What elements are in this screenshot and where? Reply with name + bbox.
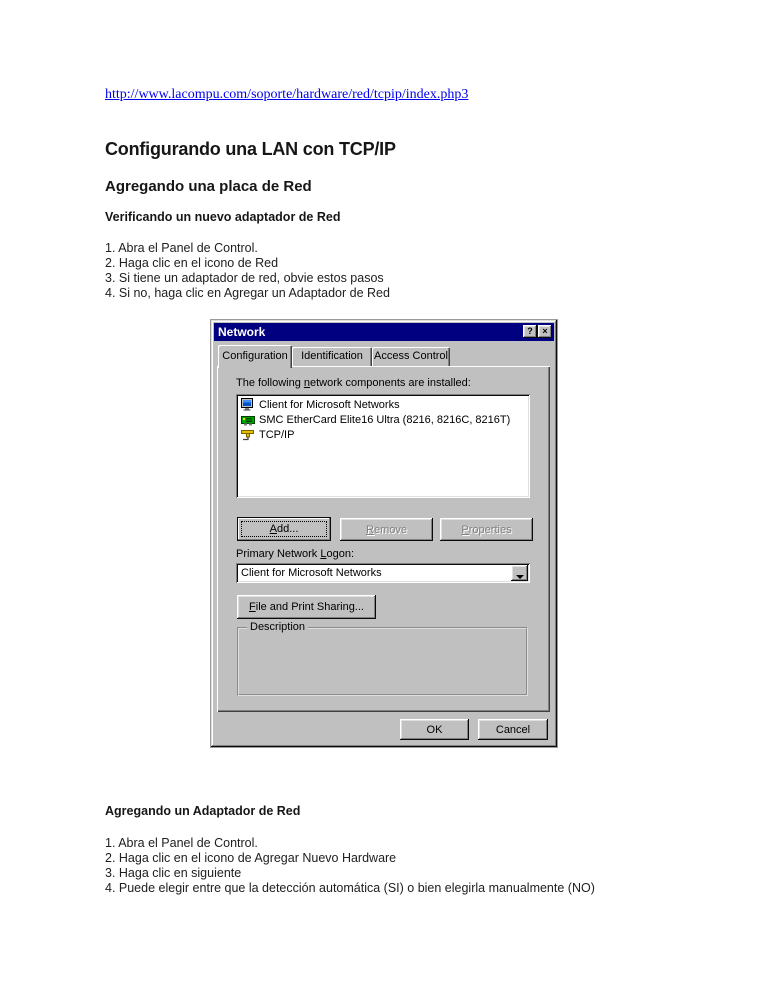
dropdown-triangle	[516, 575, 524, 579]
label-accelerator: n	[303, 377, 310, 389]
steps-list-verificando	[105, 241, 390, 301]
dialog-titlebar	[214, 323, 554, 341]
button-accelerator: F	[249, 601, 256, 613]
list-item-label: SMC EtherCard Elite16 Ultra (8216, 8216C, 8216T)	[259, 413, 511, 426]
installed-components-label	[236, 377, 471, 389]
section-heading-placa-de-red: Agregando una placa de Red	[105, 178, 312, 195]
button-accelerator: R	[366, 523, 374, 536]
file-print-sharing-button[interactable]	[237, 595, 376, 619]
page-title: Configurando una LAN con TCP/IP	[105, 139, 396, 159]
step-item: 4. Si no, haga clic en Agregar un Adaptador de Red	[105, 286, 390, 300]
step-item: 1. Abra el Panel de Control.	[105, 241, 258, 255]
combobox-value: Client for Microsoft Networks	[241, 567, 382, 579]
add-button[interactable]	[237, 517, 331, 541]
step-item: 2. Haga clic en el icono de Red	[105, 256, 279, 270]
label-text: Primary Network	[236, 548, 321, 560]
configuration-tab-panel	[217, 366, 550, 712]
primary-logon-label	[236, 548, 354, 560]
tab-configuration[interactable]: Configuration	[218, 345, 292, 368]
button-label: ile and Print Sharing...	[255, 601, 364, 613]
steps-list-agregando	[105, 836, 595, 896]
tab-identification[interactable]: Identification	[292, 347, 372, 367]
remove-button[interactable]	[340, 518, 433, 541]
list-item-label: TCP/IP	[259, 428, 295, 441]
step-item: 3. Si tiene un adaptador de red, obvie estos pasos	[105, 271, 384, 285]
source-url-link[interactable]: http://www.lacompu.com/soporte/hardware/red/tcpip/index.php3	[105, 87, 469, 102]
label-text: etwork components are installed:	[310, 377, 471, 389]
label-text: The following	[236, 377, 304, 389]
step-item: 2. Haga clic en el icono de Agregar Nuevo Hardware	[105, 851, 397, 865]
description-groupbox	[237, 621, 528, 696]
tab-access-control[interactable]: Access Control	[372, 347, 450, 367]
list-item-client[interactable]	[240, 397, 526, 412]
list-item-adapter[interactable]	[240, 412, 526, 427]
network-adapter-icon	[241, 413, 255, 426]
step-item: 3. Haga clic en siguiente	[105, 866, 242, 880]
button-label: emove	[373, 523, 407, 536]
subsection-heading-verificando: Verificando un nuevo adaptador de Red	[105, 210, 341, 224]
properties-button[interactable]	[440, 518, 533, 541]
button-label: dd...	[276, 523, 299, 535]
chevron-down-icon[interactable]	[511, 565, 528, 581]
dialog-title: Network	[218, 325, 266, 339]
button-accelerator: A	[269, 523, 277, 535]
cancel-button[interactable]: Cancel	[478, 719, 548, 740]
section-heading-agregando-adaptador: Agregando un Adaptador de Red	[105, 804, 301, 818]
protocol-cable-icon	[241, 428, 255, 441]
description-label: Description	[247, 621, 308, 633]
step-item: 4. Puede elegir entre que la detección automática (SI) o bien elegirla manualmente (NO)	[105, 881, 595, 895]
ok-button[interactable]: OK	[400, 719, 469, 740]
network-dialog	[211, 320, 557, 747]
button-accelerator: P	[461, 523, 469, 536]
client-computer-icon	[241, 398, 255, 411]
help-button[interactable]: ?	[523, 325, 537, 338]
list-item-label: Client for Microsoft Networks	[259, 398, 400, 411]
close-button[interactable]: ×	[538, 325, 552, 338]
button-label: roperties	[468, 523, 512, 536]
primary-logon-combobox[interactable]	[236, 563, 530, 583]
list-item-tcpip[interactable]	[240, 427, 526, 442]
step-item: 1. Abra el Panel de Control.	[105, 836, 258, 850]
network-components-listbox[interactable]	[236, 394, 530, 498]
label-text: ogon:	[326, 548, 354, 560]
label-accelerator: L	[320, 548, 327, 560]
